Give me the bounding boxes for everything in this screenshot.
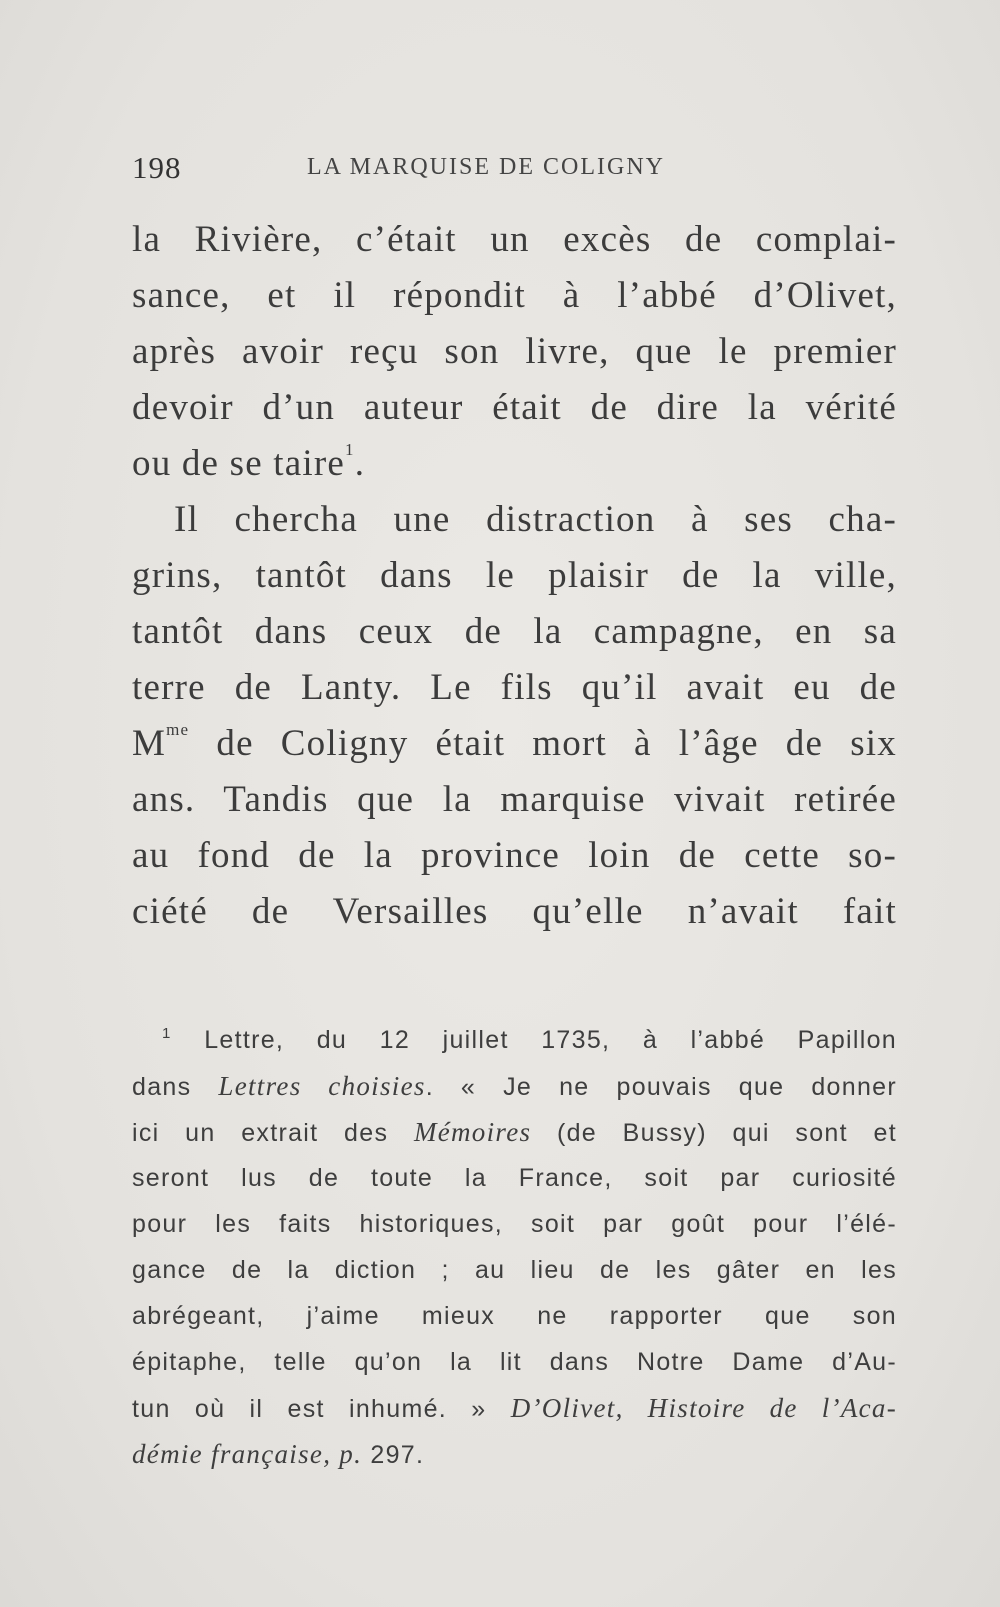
body-line-punctuation: . bbox=[354, 443, 366, 484]
page-header bbox=[132, 150, 892, 190]
footnote bbox=[132, 1017, 897, 1477]
footnote-line bbox=[132, 1109, 897, 1155]
running-head: LA MARQUISE DE COLIGNY bbox=[307, 154, 665, 180]
body-line: ciété de Versailles qu’elle n’avait fait bbox=[132, 891, 897, 932]
body-line: sance, et il répondit à l’abbé d’Olivet, bbox=[132, 275, 897, 316]
footnote-reference: 1 bbox=[345, 440, 355, 459]
footnote-line: épitaphe, telle qu’on la lit dans Notre Dame d’Au- bbox=[132, 1348, 897, 1376]
body-line: grins, tantôt dans le plaisir de la ville, bbox=[132, 555, 897, 596]
body-line bbox=[132, 436, 897, 492]
footnote-line: abrégeant, j’aime mieux ne rapporter que son bbox=[132, 1302, 897, 1330]
footnote-line: pour les faits historiques, soit par goût pour l’élé- bbox=[132, 1210, 897, 1238]
footnote-text: (de Bussy) qui sont et bbox=[531, 1119, 897, 1147]
footnote-line bbox=[132, 1017, 897, 1063]
footnote-italic: démie française, p. bbox=[132, 1439, 363, 1469]
body-line: tantôt dans ceux de la campagne, en sa bbox=[132, 611, 897, 652]
body-line: devoir d’un auteur était de dire la vérité bbox=[132, 387, 897, 428]
footnote-marker: 1 bbox=[162, 1025, 172, 1042]
body-line: la Rivière, c’était un excès de complai- bbox=[132, 219, 897, 260]
abbrev-superscript: me bbox=[166, 720, 190, 739]
footnote-italic: D’Olivet, Histoire de l’Aca- bbox=[510, 1393, 897, 1423]
footnote-text: ici un extrait des bbox=[132, 1119, 414, 1147]
footnote-line: seront lus de toute la France, soit par curiosité bbox=[132, 1164, 897, 1192]
footnote-text: . « Je ne pouvais que donner bbox=[425, 1073, 897, 1101]
footnote-text: 297. bbox=[362, 1441, 425, 1469]
footnote-text: dans bbox=[132, 1073, 219, 1101]
footnote-line bbox=[132, 1431, 897, 1477]
body-line: au fond de la province loin de cette so- bbox=[132, 835, 897, 876]
footnote-line bbox=[132, 1385, 897, 1431]
body-line: ans. Tandis que la marquise vivait retirée bbox=[132, 779, 897, 820]
footnote-line bbox=[132, 1063, 897, 1109]
body-line-text: de Coligny était mort à l’âge de six bbox=[189, 723, 897, 764]
page-number: 198 bbox=[132, 150, 182, 185]
footnote-italic: Mémoires bbox=[413, 1117, 532, 1147]
abbrev-prefix: M bbox=[132, 723, 167, 764]
footnote-line: gance de la diction ; au lieu de les gâter en les bbox=[132, 1256, 897, 1284]
body-line: après avoir reçu son livre, que le premier bbox=[132, 331, 897, 372]
body-line bbox=[132, 716, 897, 772]
body-line: Il chercha une distraction à ses cha- bbox=[174, 499, 897, 540]
body-text bbox=[132, 212, 897, 940]
footnote-italic: Lettres choisies bbox=[218, 1071, 426, 1101]
body-line: terre de Lanty. Le fils qu’il avait eu de bbox=[132, 667, 897, 708]
footnote-text: tun où il est inhumé. » bbox=[132, 1395, 511, 1423]
body-line-text: ou de se taire bbox=[132, 443, 346, 484]
footnote-text: Lettre, du 12 juillet 1735, à l’abbé Papillon bbox=[171, 1026, 897, 1054]
